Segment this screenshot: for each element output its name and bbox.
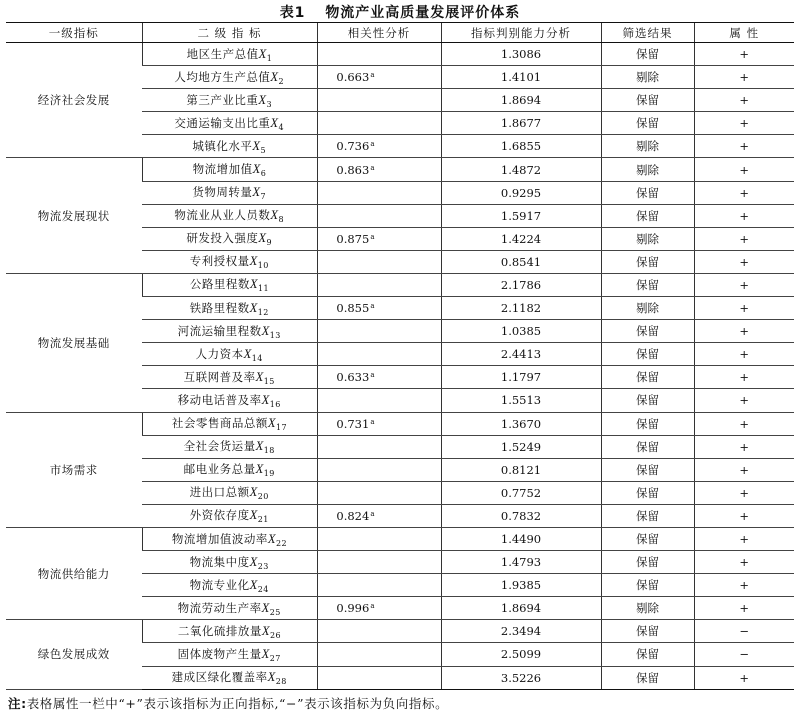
discrimination-cell: 1.3086 [441, 43, 601, 66]
attribute-cell: + [694, 297, 794, 320]
variable-index: 10 [257, 261, 269, 271]
attribute-cell: + [694, 435, 794, 458]
table-note [8, 694, 448, 712]
correlation-value: 0.855 [336, 301, 370, 316]
level1-indicator-cell: 物流发展现状 [6, 158, 142, 273]
correlation-cell [317, 320, 441, 343]
discrimination-cell: 1.0385 [441, 320, 601, 343]
indicator-label: 人均地方生产总值 [174, 69, 271, 84]
indicator-label: 铁路里程数 [189, 300, 250, 315]
correlation-cell [317, 343, 441, 366]
table-row [6, 412, 794, 435]
result-cell: 保留 [601, 389, 694, 412]
level2-indicator-cell [142, 458, 317, 481]
level2-indicator-cell [142, 297, 317, 320]
attribute-cell: + [694, 158, 794, 181]
variable-index: 23 [257, 561, 269, 571]
table-caption [0, 2, 800, 22]
correlation-cell [317, 389, 441, 412]
attribute-cell: + [694, 481, 794, 504]
indicator-label: 人力资本 [195, 346, 244, 361]
variable-symbol: X [255, 439, 264, 454]
variable-symbol: X [267, 531, 276, 546]
attribute-cell: + [694, 43, 794, 66]
indicator-label: 公路里程数 [189, 277, 250, 292]
variable-symbol: X [261, 623, 270, 638]
column-header-discrimination: 指标判别能力分析 [441, 23, 601, 43]
variable-symbol: X [255, 462, 264, 477]
discrimination-cell: 1.8694 [441, 89, 601, 112]
attribute-cell: + [694, 389, 794, 412]
attribute-cell: + [694, 135, 794, 158]
level2-indicator-cell [142, 666, 317, 689]
result-cell: 保留 [601, 504, 694, 527]
attribute-cell: + [694, 412, 794, 435]
result-cell: 保留 [601, 273, 694, 296]
indicator-label: 物流增加值波动率 [171, 531, 268, 546]
indicator-label: 物流增加值 [192, 162, 253, 177]
discrimination-cell: 2.1786 [441, 273, 601, 296]
result-cell: 保留 [601, 527, 694, 550]
indicator-label: 互联网普及率 [183, 369, 256, 384]
discrimination-cell: 0.8121 [441, 458, 601, 481]
level2-indicator-cell [142, 273, 317, 296]
variable-symbol: X [261, 600, 270, 615]
column-header-correlation: 相关性分析 [317, 23, 441, 43]
attribute-cell: + [694, 89, 794, 112]
result-cell: 剔除 [601, 227, 694, 250]
level2-indicator-cell [142, 89, 317, 112]
variable-index: 7 [260, 192, 267, 202]
attribute-cell: + [694, 597, 794, 620]
correlation-value: 0.824 [336, 508, 370, 523]
correlation-cell [317, 504, 441, 527]
column-header-level1: 一级指标 [6, 23, 142, 43]
discrimination-cell: 1.4224 [441, 227, 601, 250]
correlation-cell [317, 89, 441, 112]
correlation-cell [317, 135, 441, 158]
discrimination-cell: 0.8541 [441, 250, 601, 273]
attribute-cell: + [694, 227, 794, 250]
result-cell: 保留 [601, 181, 694, 204]
level2-indicator-cell [142, 250, 317, 273]
attribute-cell: + [694, 666, 794, 689]
correlation-cell [317, 435, 441, 458]
discrimination-cell: 1.8677 [441, 112, 601, 135]
discrimination-cell: 2.1182 [441, 297, 601, 320]
indicator-label: 第三产业比重 [186, 92, 259, 107]
indicator-label: 货物周转量 [192, 185, 253, 200]
level2-indicator-cell [142, 366, 317, 389]
attribute-cell: + [694, 320, 794, 343]
result-cell: 保留 [601, 574, 694, 597]
column-header-attribute: 属 性 [694, 23, 794, 43]
attribute-cell: + [694, 250, 794, 273]
variable-symbol: X [249, 577, 258, 592]
indicator-label: 河流运输里程数 [177, 323, 262, 338]
indicator-label: 物流集中度 [189, 554, 250, 569]
variable-symbol: X [258, 231, 267, 246]
variable-symbol: X [270, 69, 279, 84]
variable-index: 21 [257, 515, 269, 525]
column-header-result: 筛选结果 [601, 23, 694, 43]
attribute-cell: + [694, 458, 794, 481]
variable-symbol: X [261, 646, 270, 661]
variable-symbol: X [249, 277, 258, 292]
discrimination-cell: 1.5917 [441, 204, 601, 227]
discrimination-cell: 1.5249 [441, 435, 601, 458]
correlation-cell [317, 181, 441, 204]
level2-indicator-cell [142, 389, 317, 412]
table-row [6, 273, 794, 296]
variable-symbol: X [258, 46, 267, 61]
significance-mark: a [370, 371, 375, 380]
result-cell: 保留 [601, 250, 694, 273]
variable-symbol: X [267, 670, 276, 685]
correlation-cell [317, 297, 441, 320]
indicator-label: 研发投入强度 [186, 231, 259, 246]
correlation-cell [317, 666, 441, 689]
correlation-value: 0.863 [336, 162, 370, 177]
result-cell: 保留 [601, 343, 694, 366]
variable-index: 3 [266, 99, 273, 109]
indicator-label: 物流业从业人员数 [174, 208, 271, 223]
level2-indicator-cell [142, 481, 317, 504]
correlation-cell [317, 527, 441, 550]
correlation-cell [317, 551, 441, 574]
variable-symbol: X [243, 346, 252, 361]
variable-symbol: X [267, 416, 276, 431]
correlation-cell [317, 412, 441, 435]
note-lead: 注: [8, 696, 27, 711]
significance-mark: a [370, 302, 375, 311]
variable-index: 20 [257, 492, 269, 502]
result-cell: 剔除 [601, 597, 694, 620]
correlation-cell [317, 597, 441, 620]
attribute-cell: + [694, 527, 794, 550]
variable-symbol: X [258, 92, 267, 107]
level2-indicator-cell [142, 227, 317, 250]
discrimination-cell: 1.4101 [441, 66, 601, 89]
indicator-label: 邮电业务总量 [183, 462, 256, 477]
attribute-cell: + [694, 343, 794, 366]
variable-symbol: X [252, 162, 261, 177]
attribute-cell: + [694, 66, 794, 89]
indicator-label: 全社会货运量 [183, 439, 256, 454]
discrimination-cell: 2.3494 [441, 620, 601, 643]
variable-index: 26 [269, 630, 282, 640]
variable-index: 2 [278, 76, 285, 86]
variable-symbol: X [249, 508, 258, 523]
correlation-cell [317, 158, 441, 181]
result-cell: 保留 [601, 458, 694, 481]
caption-number: 表1 [279, 5, 306, 21]
correlation-cell [317, 620, 441, 643]
level2-indicator-cell [142, 504, 317, 527]
level2-indicator-cell [142, 66, 317, 89]
variable-index: 15 [263, 376, 275, 386]
correlation-cell [317, 227, 441, 250]
table-row [6, 527, 794, 550]
variable-index: 1 [266, 53, 273, 63]
table-row [6, 620, 794, 643]
correlation-cell [317, 574, 441, 597]
level2-indicator-cell [142, 204, 317, 227]
level2-indicator-cell [142, 435, 317, 458]
variable-symbol: X [270, 115, 279, 130]
result-cell: 保留 [601, 435, 694, 458]
indicator-label: 物流专业化 [189, 577, 250, 592]
result-cell: 保留 [601, 89, 694, 112]
correlation-cell [317, 204, 441, 227]
indicator-label: 地区生产总值 [186, 46, 259, 61]
indicator-label: 交通运输支出比重 [174, 115, 271, 130]
significance-mark: a [370, 509, 375, 518]
significance-mark: a [370, 232, 375, 241]
attribute-cell: + [694, 551, 794, 574]
discrimination-cell: 1.9385 [441, 574, 601, 597]
correlation-value: 0.875 [336, 231, 370, 246]
level2-indicator-cell [142, 158, 317, 181]
level2-indicator-cell [142, 597, 317, 620]
discrimination-cell: 2.4413 [441, 343, 601, 366]
discrimination-cell: 0.7832 [441, 504, 601, 527]
variable-index: 27 [269, 653, 281, 663]
header-row [6, 23, 794, 43]
discrimination-cell: 3.5226 [441, 666, 601, 689]
level2-indicator-cell [142, 527, 317, 550]
correlation-value: 0.633 [336, 370, 370, 385]
correlation-value: 0.663 [336, 70, 370, 85]
variable-index: 28 [275, 677, 287, 687]
variable-index: 22 [275, 538, 288, 548]
result-cell: 保留 [601, 620, 694, 643]
result-cell: 保留 [601, 551, 694, 574]
correlation-cell [317, 481, 441, 504]
variable-index: 5 [260, 145, 267, 155]
correlation-cell [317, 643, 441, 666]
variable-index: 13 [269, 330, 281, 340]
correlation-value: 0.736 [336, 139, 370, 154]
variable-symbol: X [255, 369, 264, 384]
attribute-cell: + [694, 273, 794, 296]
attribute-cell: − [694, 643, 794, 666]
level1-indicator-cell: 物流供给能力 [6, 527, 142, 619]
level1-indicator-cell: 绿色发展成效 [6, 620, 142, 689]
discrimination-cell: 1.4490 [441, 527, 601, 550]
variable-symbol: X [249, 254, 258, 269]
correlation-cell [317, 250, 441, 273]
discrimination-cell: 2.5099 [441, 643, 601, 666]
significance-mark: a [370, 417, 375, 426]
variable-symbol: X [249, 554, 258, 569]
attribute-cell: + [694, 112, 794, 135]
variable-index: 8 [278, 215, 285, 225]
level2-indicator-cell [142, 320, 317, 343]
variable-index: 25 [269, 607, 281, 617]
level2-indicator-cell [142, 135, 317, 158]
variable-index: 17 [275, 423, 288, 433]
level1-indicator-cell: 市场需求 [6, 412, 142, 527]
variable-symbol: X [252, 185, 261, 200]
significance-mark: a [370, 163, 375, 172]
discrimination-cell: 1.1797 [441, 366, 601, 389]
result-cell: 剔除 [601, 158, 694, 181]
variable-index: 24 [257, 584, 269, 594]
evaluation-table [6, 22, 794, 690]
table-row [6, 43, 794, 66]
table-body [6, 43, 794, 690]
column-header-level2: 二 级 指 标 [142, 23, 317, 43]
significance-mark: a [370, 602, 375, 611]
correlation-cell [317, 112, 441, 135]
variable-symbol: X [249, 485, 258, 500]
variable-index: 9 [266, 238, 273, 248]
indicator-label: 进出口总额 [189, 485, 250, 500]
correlation-cell [317, 66, 441, 89]
correlation-cell [317, 458, 441, 481]
note-text: 表格属性一栏中“+”表示该指标为正向指标,“−”表示该指标为负向指标。 [26, 696, 449, 711]
variable-index: 6 [260, 169, 267, 179]
result-cell: 保留 [601, 412, 694, 435]
level1-indicator-cell: 物流发展基础 [6, 273, 142, 412]
indicator-label: 城镇化水平 [192, 138, 253, 153]
variable-symbol: X [270, 208, 279, 223]
level1-indicator-cell: 经济社会发展 [6, 43, 142, 158]
correlation-value: 0.731 [336, 416, 370, 431]
result-cell: 保留 [601, 204, 694, 227]
variable-symbol: X [261, 392, 270, 407]
discrimination-cell: 0.7752 [441, 481, 601, 504]
result-cell: 剔除 [601, 66, 694, 89]
variable-symbol: X [252, 138, 261, 153]
level2-indicator-cell [142, 574, 317, 597]
indicator-label: 移动电话普及率 [177, 392, 262, 407]
level2-indicator-cell [142, 643, 317, 666]
level2-indicator-cell [142, 112, 317, 135]
result-cell: 保留 [601, 112, 694, 135]
discrimination-cell: 1.4872 [441, 158, 601, 181]
result-cell: 保留 [601, 481, 694, 504]
result-cell: 保留 [601, 666, 694, 689]
level2-indicator-cell [142, 343, 317, 366]
table-row [6, 158, 794, 181]
variable-index: 11 [257, 284, 270, 294]
caption-title: 物流产业高质量发展评价体系 [325, 5, 521, 21]
discrimination-cell: 0.9295 [441, 181, 601, 204]
indicator-label: 固体废物产生量 [177, 646, 262, 661]
attribute-cell: − [694, 620, 794, 643]
level2-indicator-cell [142, 551, 317, 574]
indicator-label: 物流劳动生产率 [177, 600, 262, 615]
variable-symbol: X [249, 300, 258, 315]
result-cell: 剔除 [601, 297, 694, 320]
level2-indicator-cell [142, 412, 317, 435]
correlation-value: 0.996 [336, 601, 370, 616]
discrimination-cell: 1.4793 [441, 551, 601, 574]
discrimination-cell: 1.8694 [441, 597, 601, 620]
correlation-cell [317, 43, 441, 66]
variable-index: 19 [263, 469, 275, 479]
result-cell: 保留 [601, 643, 694, 666]
variable-index: 18 [263, 446, 275, 456]
correlation-cell [317, 366, 441, 389]
indicator-label: 外资依存度 [189, 508, 250, 523]
attribute-cell: + [694, 504, 794, 527]
discrimination-cell: 1.3670 [441, 412, 601, 435]
significance-mark: a [370, 71, 375, 80]
result-cell: 保留 [601, 366, 694, 389]
level2-indicator-cell [142, 43, 317, 66]
variable-symbol: X [261, 323, 270, 338]
indicator-label: 建成区绿化覆盖率 [171, 670, 268, 685]
variable-index: 4 [278, 122, 285, 132]
discrimination-cell: 1.5513 [441, 389, 601, 412]
discrimination-cell: 1.6855 [441, 135, 601, 158]
level2-indicator-cell [142, 181, 317, 204]
significance-mark: a [370, 140, 375, 149]
attribute-cell: + [694, 181, 794, 204]
result-cell: 保留 [601, 43, 694, 66]
attribute-cell: + [694, 204, 794, 227]
level2-indicator-cell [142, 620, 317, 643]
result-cell: 保留 [601, 320, 694, 343]
variable-index: 14 [251, 353, 263, 363]
attribute-cell: + [694, 574, 794, 597]
result-cell: 剔除 [601, 135, 694, 158]
indicator-label: 社会零售商品总额 [171, 416, 268, 431]
indicator-label: 二氧化硫排放量 [177, 623, 262, 638]
indicator-label: 专利授权量 [189, 254, 250, 269]
variable-index: 16 [269, 399, 281, 409]
correlation-cell [317, 273, 441, 296]
attribute-cell: + [694, 366, 794, 389]
variable-index: 12 [257, 307, 269, 317]
